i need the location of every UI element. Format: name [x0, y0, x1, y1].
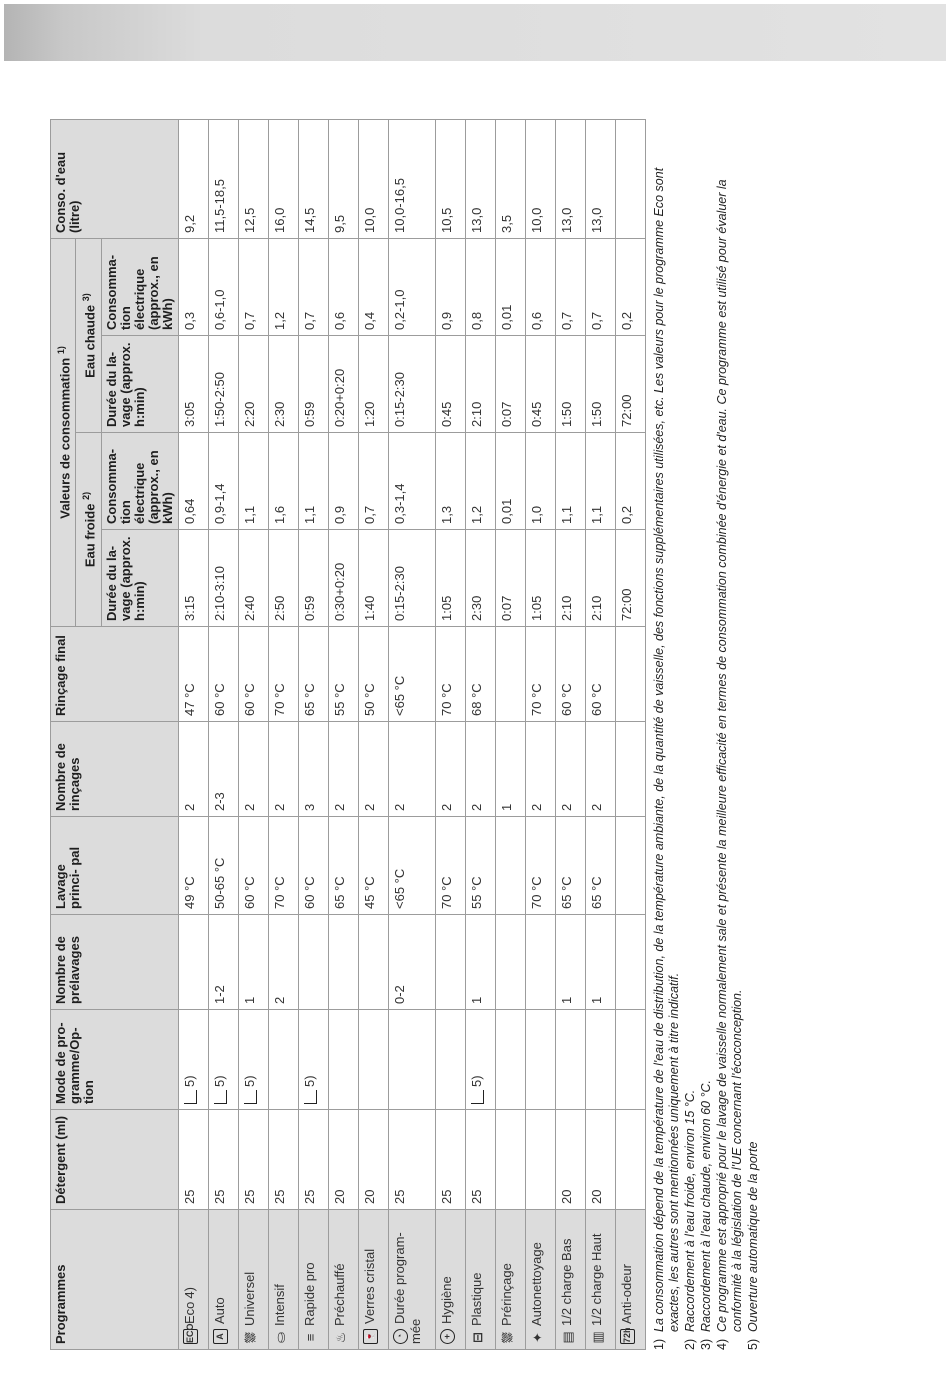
mode-cell	[495, 1010, 525, 1110]
programme-label: 1/2 charge Bas	[558, 1238, 574, 1326]
hygiene-icon: +	[440, 1329, 455, 1344]
table-row	[615, 120, 645, 1350]
lavage-cell: 70 °C	[525, 817, 555, 915]
chaude-duree-cell: 72:00	[615, 336, 645, 433]
detergent-cell	[525, 1110, 555, 1210]
prelavages-cell	[328, 915, 358, 1010]
conso-eau-cell: 9,5	[328, 120, 358, 239]
programme-label: Universel	[241, 1271, 257, 1326]
chaude-conso-cell: 0,6-1,0	[208, 239, 238, 336]
froide-duree-cell: 0:15-2:30	[388, 530, 435, 627]
detergent-cell	[495, 1110, 525, 1210]
rincages-cell: 2	[435, 722, 465, 817]
froide-conso-cell: 0,64	[178, 433, 208, 530]
rincage-final-cell	[495, 627, 525, 722]
froide-duree-cell: 1:05	[435, 530, 465, 627]
table-row	[465, 120, 495, 1350]
rincages-cell: 2-3	[208, 722, 238, 817]
prelavages-cell: 1	[238, 915, 268, 1010]
footnote-text: La consommation dépend de la température de l'eau de distribution, de la température ambiante, de la quantité de vaisselle, des fonctions supplémentaires utilisées, etc. Les valeurs pour le programme Eco sont exactes, les autres sont mentionnées uniquement à titre indicatif.	[652, 167, 681, 1332]
programme-label: Auto	[211, 1297, 227, 1324]
mode-note: 5)	[211, 1075, 227, 1087]
froide-duree-cell: 72:00	[615, 530, 645, 627]
lavage-cell	[615, 817, 645, 915]
programme-label: Verres cristal	[361, 1248, 377, 1324]
froide-conso-cell: 1,1	[555, 433, 585, 530]
programme-name-cell	[268, 1210, 298, 1350]
rincage-final-cell: 50 °C	[358, 627, 388, 722]
programme-label: Prérinçage	[498, 1263, 514, 1326]
mode-cell	[388, 1010, 435, 1110]
programme-name-cell	[388, 1210, 435, 1350]
mode-cell	[465, 1010, 495, 1110]
auto-door-open-icon	[214, 1090, 227, 1104]
mode-cell	[435, 1010, 465, 1110]
rincages-cell: 1	[495, 722, 525, 817]
prelavages-cell: 1	[465, 915, 495, 1010]
mode-cell	[298, 1010, 328, 1110]
programme-table	[50, 119, 646, 1350]
col-froide-duree: Durée du la- vage (approx. h:min)	[101, 530, 178, 627]
froide-conso-cell: 1,2	[465, 433, 495, 530]
chaude-conso-cell: 0,8	[465, 239, 495, 336]
rincages-cell: 2	[525, 722, 555, 817]
detergent-cell: 25	[208, 1110, 238, 1210]
conso-eau-cell: 13,0	[555, 120, 585, 239]
footnote-number: 4)	[715, 1338, 729, 1350]
programme-label: Eco	[181, 1301, 197, 1324]
chaude-conso-cell: 0,6	[525, 239, 555, 336]
mode-cell	[358, 1010, 388, 1110]
table-row	[388, 120, 435, 1350]
lavage-cell: 65 °C	[585, 817, 615, 915]
chaude-conso-cell: 0,6	[328, 239, 358, 336]
prelavages-cell	[615, 915, 645, 1010]
prelavages-cell	[298, 915, 328, 1010]
froide-duree-cell: 2:50	[268, 530, 298, 627]
table-row	[585, 120, 615, 1350]
prelavages-cell	[435, 915, 465, 1010]
table-row	[298, 120, 328, 1350]
froide-duree-cell: 0:59	[298, 530, 328, 627]
programme-name-cell	[178, 1210, 208, 1350]
lavage-cell: 49 °C	[178, 817, 208, 915]
conso-eau-cell: 10,0	[525, 120, 555, 239]
chaude-conso-cell: 0,2	[615, 239, 645, 336]
detergent-cell: 25	[238, 1110, 268, 1210]
universal-icon: ⛆	[242, 1332, 258, 1343]
conso-eau-cell: 13,0	[465, 120, 495, 239]
footnote-number: 3)	[699, 1338, 713, 1350]
rincage-final-cell: 68 °C	[465, 627, 495, 722]
footnote	[652, 120, 682, 1350]
rincage-final-cell: 60 °C	[555, 627, 585, 722]
mode-note: 5)	[468, 1075, 484, 1087]
footnote-text: Ce programme est approprié pour le lavage de vaisselle normalement sale et présente la meilleure efficacité en termes de consommation combinée d'énergie et d'eau. Ce programme est utilisé pour évaluer la conformité à la législation de l'UE concernant l'écoconception.	[715, 179, 744, 1332]
table-row	[328, 120, 358, 1350]
conso-eau-cell: 10,5	[435, 120, 465, 239]
lavage-cell: 70 °C	[268, 817, 298, 915]
auto-door-open-icon	[244, 1090, 257, 1104]
table-row	[525, 120, 555, 1350]
prelavages-cell: 2	[268, 915, 298, 1010]
duration-icon: ◔	[393, 1329, 408, 1344]
rincage-final-cell: 60 °C	[585, 627, 615, 722]
froide-duree-cell: 1:40	[358, 530, 388, 627]
footnote	[746, 120, 761, 1350]
rincages-cell	[615, 722, 645, 817]
mode-cell	[328, 1010, 358, 1110]
plastic-icon: ⊟	[469, 1332, 485, 1343]
footnote	[683, 120, 698, 1350]
mode-note: 5)	[181, 1075, 197, 1087]
detergent-cell	[615, 1110, 645, 1210]
froide-conso-cell: 0,9	[328, 433, 358, 530]
col-rincage-final: Rinçage final	[51, 627, 179, 722]
froide-conso-cell: 0,9-1,4	[208, 433, 238, 530]
eau-chaude-note: 3)	[81, 293, 92, 302]
programme-note: 4)	[181, 1287, 197, 1299]
rincage-final-cell: 70 °C	[525, 627, 555, 722]
detergent-cell: 20	[555, 1110, 585, 1210]
detergent-cell: 25	[435, 1110, 465, 1210]
mode-cell	[615, 1010, 645, 1110]
eau-froide-note: 2)	[81, 491, 92, 500]
mode-note: 5)	[301, 1075, 317, 1087]
froide-duree-cell: 2:30	[465, 530, 495, 627]
chaude-duree-cell: 0:20+0:20	[328, 336, 358, 433]
detergent-cell: 25	[388, 1110, 435, 1210]
col-mode: Mode de pro- gramme/Op- tion	[51, 1010, 179, 1110]
programme-label: Intensif	[271, 1284, 287, 1326]
chaude-duree-cell: 0:15-2:30	[388, 336, 435, 433]
froide-duree-cell: 3:15	[178, 530, 208, 627]
chaude-duree-cell: 3:05	[178, 336, 208, 433]
table-row	[208, 120, 238, 1350]
lavage-cell: <65 °C	[388, 817, 435, 915]
rincage-final-cell	[615, 627, 645, 722]
rincage-final-cell: 55 °C	[328, 627, 358, 722]
mode-cell	[268, 1010, 298, 1110]
programme-name-cell	[238, 1210, 268, 1350]
rincages-cell: 2	[465, 722, 495, 817]
col-conso-eau: Conso. d'eau (litre)	[51, 120, 179, 239]
froide-conso-cell: 1,1	[585, 433, 615, 530]
rincage-final-cell: 60 °C	[208, 627, 238, 722]
eau-froide-label: Eau froide	[82, 503, 98, 568]
table-row	[268, 120, 298, 1350]
programme-name-cell	[585, 1210, 615, 1350]
chaude-conso-cell: 0,7	[555, 239, 585, 336]
rincages-cell: 2	[585, 722, 615, 817]
rincage-final-cell: 65 °C	[298, 627, 328, 722]
col-eau-chaude	[76, 239, 101, 433]
footnote-text: Ouverture automatique de la porte	[746, 1141, 760, 1332]
conso-eau-cell: 16,0	[268, 120, 298, 239]
col-eau-froide	[76, 433, 101, 627]
half-load-top-icon: ▥	[589, 1331, 605, 1344]
rotated-page	[40, 100, 920, 1360]
conso-eau-cell: 11,5-18,5	[208, 120, 238, 239]
lavage-cell: 50-65 °C	[208, 817, 238, 915]
mode-cell	[525, 1010, 555, 1110]
conso-eau-cell: 9,2	[178, 120, 208, 239]
rincages-cell: 2	[268, 722, 298, 817]
froide-duree-cell: 2:40	[238, 530, 268, 627]
programme-label: Plastique	[468, 1272, 484, 1326]
prelavages-cell: 1	[585, 915, 615, 1010]
table-row	[358, 120, 388, 1350]
rincages-cell: 2	[178, 722, 208, 817]
crystal-glass-icon: 🍷	[363, 1329, 378, 1344]
chaude-duree-cell: 1:20	[358, 336, 388, 433]
rincages-cell: 2	[238, 722, 268, 817]
prelavages-cell	[525, 915, 555, 1010]
col-lavage: Lavage princi- pal	[51, 817, 179, 915]
prelavages-cell: 0-2	[388, 915, 435, 1010]
chaude-duree-cell: 2:20	[238, 336, 268, 433]
chaude-duree-cell: 0:45	[525, 336, 555, 433]
programme-name-cell	[555, 1210, 585, 1350]
rincages-cell: 3	[298, 722, 328, 817]
table-row	[495, 120, 525, 1350]
chaude-duree-cell: 0:59	[298, 336, 328, 433]
froide-conso-cell: 0,01	[495, 433, 525, 530]
table-row	[435, 120, 465, 1350]
programme-rows	[178, 120, 645, 1350]
footnote	[699, 120, 714, 1350]
rincage-final-cell: <65 °C	[388, 627, 435, 722]
footnote-text: Raccordement à l'eau froide, environ 15 °C.	[683, 1089, 697, 1332]
page-header-bar	[4, 4, 946, 61]
prelavages-cell	[178, 915, 208, 1010]
programme-name-cell	[525, 1210, 555, 1350]
preheated-icon: ♨	[332, 1331, 348, 1344]
froide-duree-cell: 0:07	[495, 530, 525, 627]
auto-door-open-icon	[184, 1090, 197, 1104]
mode-cell	[208, 1010, 238, 1110]
lavage-cell: 45 °C	[358, 817, 388, 915]
detergent-cell: 20	[585, 1110, 615, 1210]
col-chaude-duree: Durée du la- vage (approx. h:min)	[101, 336, 178, 433]
prelavages-cell: 1	[555, 915, 585, 1010]
froide-duree-cell: 2:10	[585, 530, 615, 627]
programme-name-cell	[358, 1210, 388, 1350]
chaude-duree-cell: 1:50	[585, 336, 615, 433]
lavage-cell	[495, 817, 525, 915]
col-detergent: Détergent (ml)	[51, 1110, 179, 1210]
rincages-cell: 2	[555, 722, 585, 817]
programme-label: Anti-odeur	[618, 1264, 634, 1324]
conso-eau-cell	[615, 120, 645, 239]
chaude-conso-cell: 0,7	[238, 239, 268, 336]
froide-conso-cell: 1,3	[435, 433, 465, 530]
lavage-cell: 60 °C	[298, 817, 328, 915]
chaude-duree-cell: 2:30	[268, 336, 298, 433]
conso-eau-cell: 14,5	[298, 120, 328, 239]
chaude-duree-cell: 1:50-2:50	[208, 336, 238, 433]
col-valeurs	[51, 239, 76, 627]
mode-cell	[238, 1010, 268, 1110]
programme-name-cell	[208, 1210, 238, 1350]
froide-duree-cell: 1:05	[525, 530, 555, 627]
chaude-duree-cell: 0:45	[435, 336, 465, 433]
half-load-bottom-icon: ▤	[559, 1331, 575, 1344]
mode-cell	[585, 1010, 615, 1110]
lavage-cell: 65 °C	[328, 817, 358, 915]
col-prelavages: Nombre de prélavages	[51, 915, 179, 1010]
rincage-final-cell: 70 °C	[435, 627, 465, 722]
detergent-cell: 25	[298, 1110, 328, 1210]
valeurs-label: Valeurs de consommation	[57, 357, 73, 519]
conso-eau-cell: 10,0-16,5	[388, 120, 435, 239]
programme-name-cell	[328, 1210, 358, 1350]
chaude-conso-cell: 0,7	[298, 239, 328, 336]
conso-eau-cell: 3,5	[495, 120, 525, 239]
lavage-cell: 55 °C	[465, 817, 495, 915]
chaude-conso-cell: 1,2	[268, 239, 298, 336]
auto-door-open-icon	[304, 1090, 317, 1104]
eco-icon: ECO	[183, 1329, 198, 1344]
froide-conso-cell: 0,2	[615, 433, 645, 530]
auto-door-open-icon	[471, 1090, 484, 1104]
programme-name-cell	[298, 1210, 328, 1350]
mode-cell	[178, 1010, 208, 1110]
footnote-number: 5)	[746, 1338, 760, 1350]
detergent-cell: 25	[178, 1110, 208, 1210]
col-rincages: Nombre de rinçages	[51, 722, 179, 817]
chaude-conso-cell: 0,4	[358, 239, 388, 336]
froide-conso-cell: 1,1	[238, 433, 268, 530]
col-chaude-conso: Consomma- tion électrique (approx., en kWh)	[101, 239, 178, 336]
col-programmes: Programmes	[51, 1210, 179, 1350]
programme-name-cell	[615, 1210, 645, 1350]
chaude-duree-cell: 1:50	[555, 336, 585, 433]
froide-duree-cell: 2:10-3:10	[208, 530, 238, 627]
prerinse-icon: ⛆	[499, 1332, 515, 1343]
detergent-cell: 25	[268, 1110, 298, 1210]
footnote-text: Raccordement à l'eau chaude, environ 60 °C.	[699, 1080, 713, 1332]
froide-duree-cell: 0:30+0:20	[328, 530, 358, 627]
col-froide-conso: Consomma- tion électrique (approx., en kWh)	[101, 433, 178, 530]
chaude-duree-cell: 0:07	[495, 336, 525, 433]
footnotes	[652, 120, 762, 1350]
programme-name-cell	[495, 1210, 525, 1350]
detergent-cell: 20	[358, 1110, 388, 1210]
rincage-final-cell: 47 °C	[178, 627, 208, 722]
intensive-icon: ⛀	[272, 1332, 288, 1343]
chaude-conso-cell: 0,9	[435, 239, 465, 336]
lavage-cell: 60 °C	[238, 817, 268, 915]
programme-label: Préchauffé	[331, 1263, 347, 1326]
lavage-cell: 70 °C	[435, 817, 465, 915]
froide-conso-cell: 0,3-1,4	[388, 433, 435, 530]
programme-name-cell	[465, 1210, 495, 1350]
conso-eau-cell: 10,0	[358, 120, 388, 239]
footnote	[715, 120, 745, 1350]
valeurs-note: 1)	[56, 346, 66, 355]
conso-eau-cell: 13,0	[585, 120, 615, 239]
table-row	[238, 120, 268, 1350]
footnote-number: 2)	[683, 1338, 697, 1350]
rapid-pro-icon: ≡	[302, 1333, 318, 1342]
programme-label: Durée program- mée	[391, 1232, 423, 1344]
programme-label: 1/2 charge Haut	[588, 1233, 604, 1326]
chaude-conso-cell: 0,2-1,0	[388, 239, 435, 336]
froide-conso-cell: 1,6	[268, 433, 298, 530]
rincages-cell: 2	[358, 722, 388, 817]
prelavages-cell	[358, 915, 388, 1010]
footnote-number: 1)	[652, 1338, 666, 1350]
programme-label: Rapide pro	[301, 1262, 317, 1326]
eau-chaude-label: Eau chaude	[82, 304, 98, 378]
rincages-cell: 2	[388, 722, 435, 817]
froide-conso-cell: 0,7	[358, 433, 388, 530]
prelavages-cell	[495, 915, 525, 1010]
chaude-conso-cell: 0,7	[585, 239, 615, 336]
programme-label: Autonettoyage	[528, 1242, 544, 1326]
chaude-conso-cell: 0,3	[178, 239, 208, 336]
rincage-final-cell: 70 °C	[268, 627, 298, 722]
froide-conso-cell: 1,0	[525, 433, 555, 530]
lavage-cell: 65 °C	[555, 817, 585, 915]
chaude-conso-cell: 0,01	[495, 239, 525, 336]
programme-name-cell	[435, 1210, 465, 1350]
anti-odour-icon: 72h	[620, 1329, 635, 1344]
table-row	[555, 120, 585, 1350]
self-clean-icon: ✦	[529, 1332, 545, 1343]
mode-note: 5)	[241, 1075, 257, 1087]
prelavages-cell: 1-2	[208, 915, 238, 1010]
chaude-duree-cell: 2:10	[465, 336, 495, 433]
detergent-cell: 20	[328, 1110, 358, 1210]
mode-cell	[555, 1010, 585, 1110]
froide-duree-cell: 2:10	[555, 530, 585, 627]
rincage-final-cell: 60 °C	[238, 627, 268, 722]
froide-conso-cell: 1,1	[298, 433, 328, 530]
rincages-cell: 2	[328, 722, 358, 817]
detergent-cell: 25	[465, 1110, 495, 1210]
programme-label: Hygiène	[438, 1276, 454, 1324]
auto-icon: A	[213, 1329, 228, 1344]
table-row	[178, 120, 208, 1350]
conso-eau-cell: 12,5	[238, 120, 268, 239]
